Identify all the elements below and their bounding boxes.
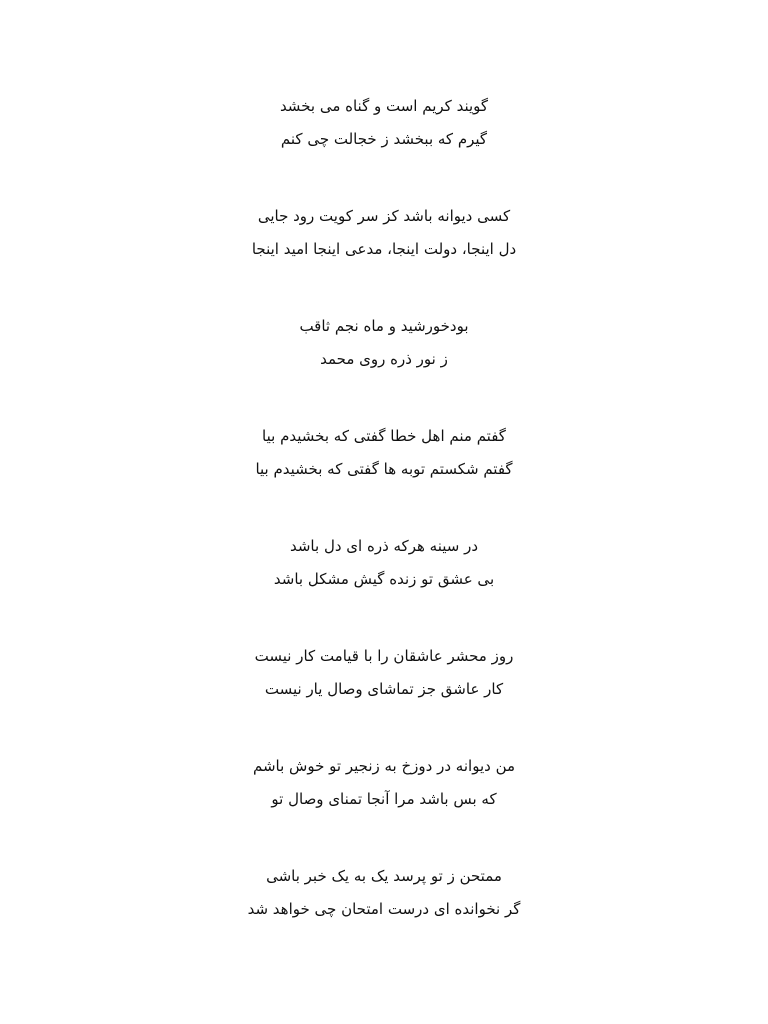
verse-line: گویند کریم است و گناه می بخشد xyxy=(279,97,489,115)
verse-line: بودخورشید و ماه نجم ثاقب xyxy=(299,317,469,335)
verse-line: گیرم که ببخشد ز خجالت چی کنم xyxy=(280,130,488,148)
couplet xyxy=(0,90,768,156)
verse-line: من دیوانه در دوزخ به زنجیر تو خوش باشم xyxy=(252,757,516,775)
couplet xyxy=(0,750,768,816)
couplet xyxy=(0,530,768,596)
verse-line: بی عشق تو زنده گیش مشکل باشد xyxy=(273,570,495,588)
verse-line: ز نور ذره روی محمد xyxy=(320,350,448,368)
verse-line: در سینه هرکه ذره ای دل باشد xyxy=(289,537,479,555)
couplet xyxy=(0,640,768,706)
poem-body xyxy=(0,90,768,970)
verse-line: دل اینجا، دولت اینجا، مدعی اینجا امید اینجا xyxy=(251,240,517,258)
couplet xyxy=(0,310,768,376)
verse-line: کسی دیوانه باشد کز سر کویت رود جایی xyxy=(257,207,511,225)
verse-line: که بس باشد مرا آنجا تمنای وصال تو xyxy=(271,790,497,808)
verse-line: ممتحن ز تو پرسد یک به یک خبر باشی xyxy=(266,867,502,885)
couplet xyxy=(0,420,768,486)
verse-line: روز محشر عاشقان را با قیامت کار نیست xyxy=(254,647,514,665)
couplet xyxy=(0,200,768,266)
verse-line: گر نخوانده ای درست امتحان چی خواهد شد xyxy=(247,900,521,918)
couplet xyxy=(0,860,768,926)
verse-line: کار عاشق جز تماشای وصال یار نیست xyxy=(264,680,504,698)
verse-line: گفتم منم اهل خطا گفتی که بخشیدم بیا xyxy=(262,427,506,445)
verse-line: گفتم شکستم توبه ها گفتی که بخشیدم بیا xyxy=(255,460,513,478)
